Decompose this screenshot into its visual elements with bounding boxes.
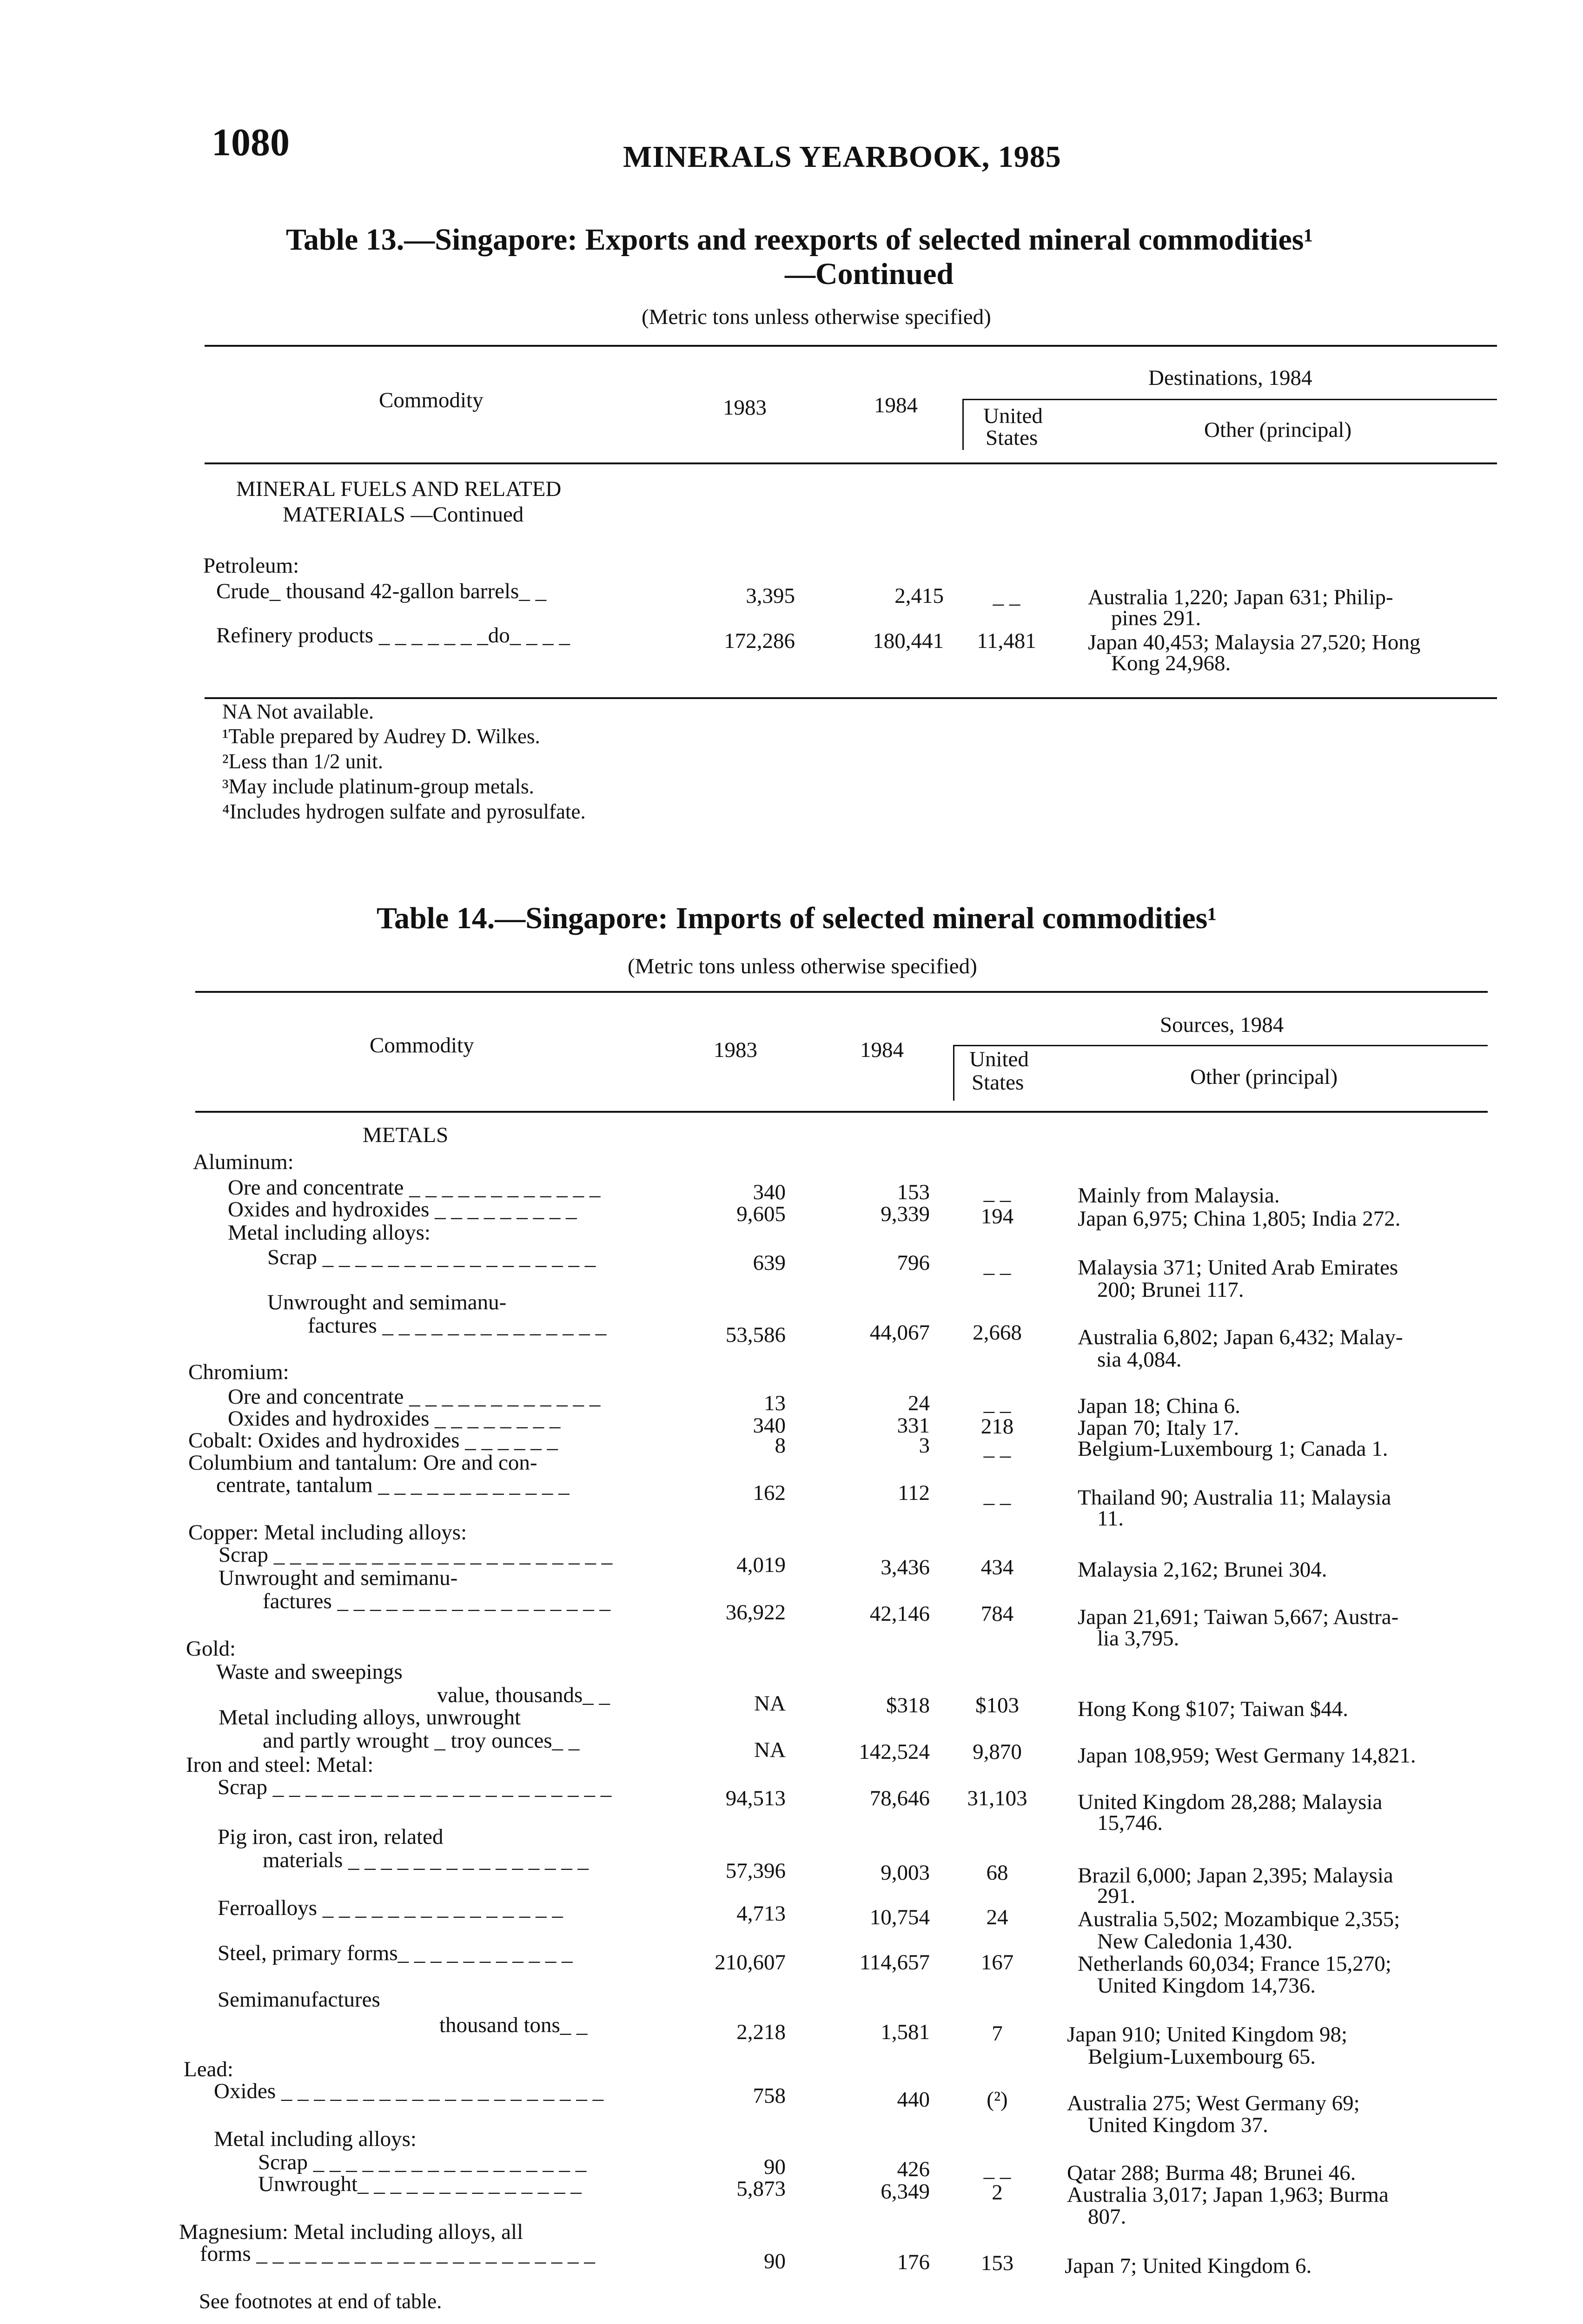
table13-row-crude-us: _ _ [993, 584, 1020, 608]
iron-steel-other-2: United Kingdom 14,736. [1097, 1974, 1316, 1998]
cobalt-other: Belgium-Luxembourg 1; Canada 1. [1078, 1437, 1388, 1461]
iron-pig-other-2: 291. [1097, 1884, 1136, 1908]
iron-scrap-other-2: 15,746. [1097, 1811, 1163, 1835]
aluminum-unwrought-label-2: factures _ _ _ _ _ _ _ _ _ _ _ _ _ _ [308, 1314, 607, 1338]
magnesium-label: Magnesium: Metal including alloys, all [179, 2220, 523, 2244]
iron-pig-label: Pig iron, cast iron, related [218, 1825, 444, 1849]
table14-title: Table 14.—Singapore: Imports of selected mineral commodities¹ [377, 901, 1217, 935]
copper-unwrought-label-2: factures _ _ _ _ _ _ _ _ _ _ _ _ _ _ _ _ _ [263, 1589, 610, 1613]
gold-metal-1983: NA [754, 1738, 786, 1762]
gold-metal-label: Metal including alloys, unwrought [219, 1705, 521, 1730]
table13-col-commodity: Commodity [379, 388, 484, 412]
iron-ferro-label: Ferroalloys _ _ _ _ _ _ _ _ _ _ _ _ _ _ _ [218, 1896, 563, 1920]
table13-col-1983: 1983 [723, 396, 767, 420]
table14-col-other: Other (principal) [1190, 1065, 1338, 1089]
footnote-1: ¹Table prepared by Audrey D. Wilkes. [222, 725, 540, 748]
lead-unwrought-other-2: 807. [1088, 2205, 1126, 2229]
table14-col-commodity: Commodity [370, 1033, 474, 1057]
iron-scrap-1983: 94,513 [725, 1786, 786, 1810]
chromium-ore-us: _ _ [983, 1391, 1011, 1415]
copper-scrap-other: Malaysia 2,162; Brunei 304. [1078, 1558, 1327, 1582]
table13-row-refinery-other: Japan 40,453; Malaysia 27,520; Hong [1088, 630, 1421, 654]
iron-group: Iron and steel: Metal: [186, 1753, 374, 1777]
gold-metal-us: 9,870 [973, 1740, 1022, 1764]
lead-unwrought-1983: 5,873 [736, 2177, 786, 2201]
copper-unwrought-other: Japan 21,691; Taiwan 5,667; Austra- [1078, 1605, 1399, 1629]
iron-steel-1984: 114,657 [859, 1950, 930, 1974]
table14-sources-rule [953, 1045, 1488, 1046]
footnote-4: ⁴Includes hydrogen sulfate and pyrosulfate. [222, 800, 586, 823]
chromium-group: Chromium: [188, 1360, 289, 1384]
copper-unwrought-other-2: lia 3,795. [1097, 1626, 1179, 1651]
table13-title: Table 13.—Singapore: Exports and reexports of selected mineral commodities¹ [286, 223, 1313, 257]
iron-pig-1983: 57,396 [725, 1859, 786, 1883]
lead-unwrought-1984: 6,349 [881, 2179, 930, 2204]
table14-subtitle: (Metric tons unless otherwise specified) [628, 954, 977, 978]
chromium-oxides-1984: 331 [897, 1413, 930, 1438]
table14-col-sources: Sources, 1984 [1160, 1013, 1284, 1037]
lead-oxides-label: Oxides _ _ _ _ _ _ _ _ _ _ _ _ _ _ _ _ _ _ _ _ [214, 2079, 604, 2103]
aluminum-unwrought-other-2: sia 4,084. [1097, 1347, 1182, 1372]
copper-unwrought-1983: 36,922 [725, 1600, 786, 1624]
iron-scrap-label: Scrap _ _ _ _ _ _ _ _ _ _ _ _ _ _ _ _ _ _ _ _ _ [218, 1775, 612, 1799]
aluminum-unwrought-1984: 44,067 [869, 1320, 930, 1345]
magnesium-1983: 90 [764, 2249, 786, 2273]
table13-bottom-rule [205, 697, 1497, 699]
chromium-oxides-label: Oxides and hydroxides _ _ _ _ _ _ _ _ [228, 1406, 561, 1431]
gold-metal-other: Japan 108,959; West Germany 14,821. [1078, 1743, 1416, 1768]
magnesium-other: Japan 7; United Kingdom 6. [1065, 2254, 1312, 2278]
lead-scrap-other: Qatar 288; Burma 48; Brunei 46. [1067, 2161, 1356, 2185]
aluminum-group: Aluminum: [193, 1150, 294, 1174]
table13-col-destinations: Destinations, 1984 [1148, 366, 1312, 390]
aluminum-unwrought-other: Australia 6,802; Japan 6,432; Malay- [1078, 1325, 1403, 1349]
columbium-us: _ _ [983, 1483, 1011, 1507]
aluminum-unwrought-1983: 53,586 [725, 1323, 786, 1347]
table13-subtitle: (Metric tons unless otherwise specified) [642, 305, 991, 329]
aluminum-oxides-1984: 9,339 [881, 1202, 930, 1226]
lead-scrap-1983: 90 [764, 2155, 786, 2179]
footnote-2: ²Less than 1/2 unit. [222, 750, 383, 773]
table13-row-crude-1983: 3,395 [746, 584, 795, 608]
iron-scrap-other: United Kingdom 28,288; Malaysia [1078, 1790, 1383, 1814]
aluminum-unwrought-us: 2,668 [973, 1320, 1022, 1345]
lead-scrap-1984: 426 [897, 2157, 930, 2181]
aluminum-metal-label: Metal including alloys: [228, 1221, 431, 1245]
aluminum-scrap-label: Scrap _ _ _ _ _ _ _ _ _ _ _ _ _ _ _ _ _ [267, 1245, 596, 1269]
table13-col-1984: 1984 [874, 393, 918, 417]
table14-col-1984: 1984 [860, 1038, 904, 1062]
iron-pig-us: 68 [986, 1861, 1008, 1885]
table13-row-crude-other: Australia 1,220; Japan 631; Philip- [1088, 585, 1393, 609]
iron-steel-label: Steel, primary forms_ _ _ _ _ _ _ _ _ _ _ [218, 1941, 573, 1965]
table13-top-rule [205, 345, 1497, 347]
table13-section-fuels-2: MATERIALS —Continued [283, 502, 524, 527]
aluminum-scrap-other-2: 200; Brunei 117. [1097, 1278, 1244, 1302]
footnote-na: NA Not available. [222, 700, 374, 723]
iron-steel-other: Netherlands 60,034; France 15,270; [1078, 1952, 1391, 1976]
aluminum-oxides-label: Oxides and hydroxides _ _ _ _ _ _ _ _ _ [228, 1197, 577, 1221]
aluminum-ore-us: _ _ [983, 1180, 1011, 1204]
copper-scrap-1983: 4,019 [736, 1553, 786, 1577]
table14-col-1983: 1983 [714, 1038, 757, 1062]
iron-ferro-1983: 4,713 [736, 1901, 786, 1926]
iron-semi-label: Semimanufactures [218, 1987, 380, 2012]
aluminum-scrap-1984: 796 [897, 1251, 930, 1275]
table14-col-divider [953, 1045, 954, 1101]
lead-oxides-us: (²) [987, 2087, 1008, 2112]
lead-group: Lead: [184, 2057, 233, 2081]
gold-waste-label: Waste and sweepings [216, 1660, 403, 1684]
table14-col-us-2: States [972, 1070, 1024, 1095]
gold-metal-1984: 142,524 [859, 1740, 930, 1764]
table13-title-continued: —Continued [785, 257, 954, 291]
lead-oxides-other: Australia 275; West Germany 69; [1067, 2091, 1360, 2115]
table13-header-rule [205, 462, 1497, 464]
iron-pig-other: Brazil 6,000; Japan 2,395; Malaysia [1078, 1863, 1393, 1888]
chromium-oxides-us: 218 [980, 1414, 1014, 1439]
aluminum-ore-1983: 340 [753, 1180, 786, 1204]
lead-scrap-us: _ _ [983, 2157, 1011, 2181]
cobalt-label: Cobalt: Oxides and hydroxides _ _ _ _ _ _ [188, 1428, 558, 1452]
table13-row-refinery-other-2: Kong 24,968. [1111, 651, 1231, 675]
copper-unwrought-label: Unwrought and semimanu- [219, 1566, 458, 1590]
lead-metal-label: Metal including alloys: [214, 2127, 417, 2151]
lead-unwrought-label: Unwrought_ _ _ _ _ _ _ _ _ _ _ _ _ _ [258, 2172, 582, 2196]
magnesium-label-2: forms _ _ _ _ _ _ _ _ _ _ _ _ _ _ _ _ _ _ _ _ _ [200, 2242, 595, 2266]
table13-row-refinery-us: 11,481 [977, 629, 1036, 653]
copper-scrap-label: Scrap _ _ _ _ _ _ _ _ _ _ _ _ _ _ _ _ _ _ _ _ _ [219, 1543, 613, 1567]
copper-unwrought-1984: 42,146 [869, 1602, 930, 1626]
cobalt-us: _ _ [983, 1436, 1011, 1460]
iron-semi-1983: 2,218 [736, 2020, 786, 2044]
table13-col-divider [962, 399, 964, 450]
chromium-oxides-1983: 340 [753, 1413, 786, 1438]
copper-group: Copper: Metal including alloys: [188, 1520, 467, 1545]
aluminum-oxides-other: Japan 6,975; China 1,805; India 272. [1078, 1207, 1401, 1231]
aluminum-ore-other: Mainly from Malaysia. [1078, 1183, 1280, 1208]
chromium-ore-1983: 13 [764, 1391, 786, 1415]
table13-col-us-1: United [983, 404, 1043, 428]
aluminum-oxides-us: 194 [980, 1204, 1014, 1228]
table13-col-other: Other (principal) [1204, 418, 1352, 442]
lead-oxides-1983: 758 [753, 2084, 786, 2108]
table14-col-us-1: United [969, 1047, 1029, 1071]
iron-semi-label-2: thousand tons_ _ [439, 2013, 588, 2037]
lead-oxides-1984: 440 [897, 2087, 930, 2112]
columbium-1983: 162 [753, 1481, 786, 1505]
chromium-oxides-other: Japan 70; Italy 17. [1078, 1416, 1239, 1440]
gold-waste-1983: NA [754, 1691, 786, 1716]
iron-ferro-us: 24 [986, 1905, 1008, 1929]
gold-metal-label-2: and partly wrought _ troy ounces_ _ [263, 1729, 580, 1753]
columbium-label-2: centrate, tantalum _ _ _ _ _ _ _ _ _ _ _ _ [216, 1473, 570, 1497]
aluminum-oxides-1983: 9,605 [736, 1202, 786, 1226]
iron-semi-other-2: Belgium-Luxembourg 65. [1088, 2045, 1316, 2069]
lead-unwrought-other: Australia 3,017; Japan 1,963; Burma [1067, 2183, 1389, 2207]
iron-scrap-us: 31,103 [967, 1786, 1027, 1810]
table13-dest-rule [962, 399, 1497, 400]
footnote-3: ³May include platinum-group metals. [222, 775, 534, 798]
gold-group: Gold: [186, 1637, 236, 1661]
columbium-other: Thailand 90; Australia 11; Malaysia [1078, 1486, 1391, 1510]
table13-row-crude-1984: 2,415 [894, 584, 944, 608]
aluminum-scrap-other: Malaysia 371; United Arab Emirates [1078, 1255, 1398, 1280]
copper-scrap-1984: 3,436 [881, 1555, 930, 1579]
magnesium-1984: 176 [897, 2250, 930, 2274]
iron-steel-us: 167 [980, 1950, 1014, 1974]
table14-header-rule [195, 1111, 1488, 1113]
cobalt-1984: 3 [919, 1433, 930, 1458]
chromium-ore-label: Ore and concentrate _ _ _ _ _ _ _ _ _ _ _ _ [228, 1385, 601, 1409]
table13-row-refinery-label: Refinery products _ _ _ _ _ _ _do_ _ _ _ [216, 623, 570, 647]
aluminum-unwrought-label: Unwrought and semimanu- [267, 1290, 507, 1314]
iron-ferro-other-2: New Caledonia 1,430. [1097, 1929, 1293, 1954]
iron-steel-1983: 210,607 [715, 1950, 786, 1974]
table13-row-crude-label: Crude_ thousand 42-gallon barrels_ _ [216, 579, 547, 603]
table13-row-refinery-1984: 180,441 [873, 629, 944, 653]
table13-row-crude-other-2: pines 291. [1111, 606, 1201, 630]
table13-section-fuels: MINERAL FUELS AND RELATED [236, 477, 562, 501]
lead-unwrought-us: 2 [992, 2180, 1003, 2205]
table13-col-us-2: States [986, 426, 1038, 450]
cobalt-1983: 8 [775, 1433, 786, 1458]
lead-scrap-label: Scrap _ _ _ _ _ _ _ _ _ _ _ _ _ _ _ _ _ [258, 2150, 587, 2174]
gold-waste-1984: $318 [886, 1693, 930, 1717]
page-number: 1080 [212, 121, 290, 164]
columbium-1984: 112 [898, 1481, 930, 1505]
iron-semi-other: Japan 910; United Kingdom 98; [1067, 2022, 1348, 2047]
table13-row-refinery-1983: 172,286 [724, 629, 795, 653]
iron-pig-label-2: materials _ _ _ _ _ _ _ _ _ _ _ _ _ _ _ [263, 1848, 589, 1872]
aluminum-scrap-us: _ _ [983, 1253, 1011, 1277]
iron-pig-1984: 9,003 [881, 1861, 930, 1885]
iron-semi-us: 7 [992, 2021, 1003, 2046]
copper-scrap-us: 434 [980, 1555, 1014, 1579]
aluminum-scrap-1983: 639 [753, 1251, 786, 1275]
iron-scrap-1984: 78,646 [869, 1786, 930, 1810]
aluminum-ore-1984: 153 [897, 1180, 930, 1204]
iron-ferro-other: Australia 5,502; Mozambique 2,355; [1078, 1907, 1400, 1931]
chromium-ore-1984: 24 [908, 1391, 930, 1415]
columbium-label: Columbium and tantalum: Ore and con- [188, 1451, 537, 1475]
table14-section-metals: METALS [363, 1123, 449, 1147]
copper-unwrought-us: 784 [980, 1602, 1014, 1626]
lead-oxides-other-2: United Kingdom 37. [1088, 2113, 1268, 2137]
gold-waste-us: $103 [975, 1693, 1019, 1717]
iron-ferro-1984: 10,754 [869, 1905, 930, 1929]
gold-waste-label-2: value, thousands_ _ [437, 1683, 610, 1707]
see-footnotes-note: See footnotes at end of table. [199, 2290, 442, 2313]
gold-waste-other: Hong Kong $107; Taiwan $44. [1078, 1697, 1348, 1721]
aluminum-ore-label: Ore and concentrate _ _ _ _ _ _ _ _ _ _ _ _ [228, 1175, 601, 1200]
magnesium-us: 153 [980, 2251, 1014, 2275]
table13-group-petroleum: Petroleum: [203, 554, 299, 578]
running-title: MINERALS YEARBOOK, 1985 [623, 140, 1061, 174]
columbium-other-2: 11. [1097, 1506, 1124, 1531]
iron-semi-1984: 1,581 [881, 2020, 930, 2044]
table14-top-rule [195, 991, 1488, 993]
chromium-ore-other: Japan 18; China 6. [1078, 1394, 1240, 1418]
